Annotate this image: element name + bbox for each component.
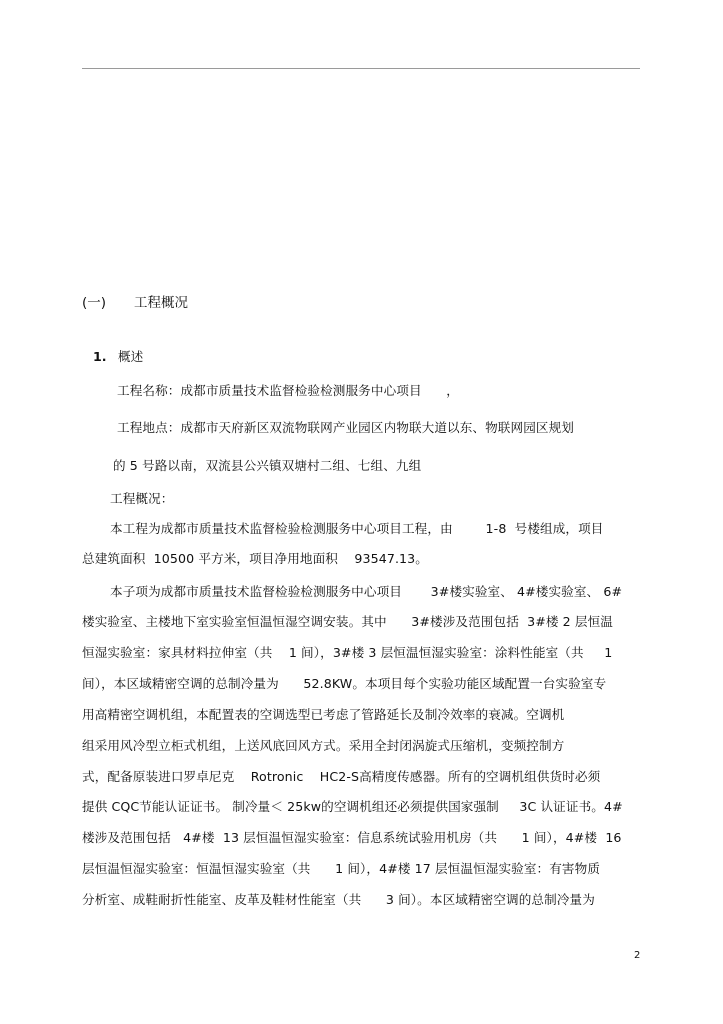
subsection-heading: [93, 346, 143, 365]
subsection-title: 概述: [118, 349, 144, 364]
section-heading: [82, 291, 188, 311]
paragraph-line: 间），本区域精密空调的总制冷量为 52.8KW。本项目每个实验功能区域配置一台实验室专: [82, 676, 607, 691]
paragraph-line: 恒湿实验室：家具材料拉伸室（共 1 间），3#楼 3 层恒温恒湿实验室：涂料性能室（共 1: [82, 645, 613, 660]
paragraph-line: 本子项为成都市质量技术监督检验检测服务中心项目 3#楼实验室、 4#楼实验室、 6#: [110, 584, 623, 599]
paragraph-line: 组采用风冷型立柜式机组，上送风底回风方式。采用全封闭涡旋式压缩机，变频控制方: [82, 738, 565, 753]
project-overview-label: 工程概况：: [110, 491, 174, 506]
paragraph-line: 总建筑面积 10500 平方米，项目净用地面积 93547.13。: [82, 551, 428, 566]
paragraph-line: 本工程为成都市质量技术监督检验检测服务中心项目工程，由 1-8 号楼组成，项目: [110, 521, 604, 536]
paragraph-line: 楼实验室、主楼地下室实验室恒温恒湿空调安装。其中 3#楼涉及范围包括 3#楼 2 层恒温: [82, 614, 613, 629]
project-name-line: 工程名称：成都市质量技术监督检验检测服务中心项目 ，: [117, 383, 459, 398]
paragraph-line: 分析室、成鞋耐折性能室、皮革及鞋材性能室（共 3 间）。本区域精密空调的总制冷量为: [82, 892, 595, 907]
project-location-line: 工程地点：成都市天府新区双流物联网产业园区内物联大道以东、物联网园区规划: [117, 420, 574, 435]
project-location-line-continued: 的 5 号路以南，双流县公兴镇双塘村二组、七组、九组: [113, 458, 422, 473]
paragraph-line: 楼涉及范围包括 4#楼 13 层恒温恒湿实验室：信息系统试验用机房（共 1 间），4#楼 16: [82, 830, 622, 845]
page-number: 2: [634, 950, 641, 961]
paragraph-line: 用高精密空调机组，本配置表的空调选型已考虑了管路延长及制冷效率的衰减。空调机: [82, 707, 565, 722]
paragraph-line: 式，配备原装进口罗卓尼克 Rotronic HC2-S高精度传感器。所有的空调机组供货时必须: [82, 769, 601, 784]
header-rule: [82, 68, 640, 69]
paragraph-line: 提供 CQC节能认证证书。 制冷量＜ 25kw的空调机组还必须提供国家强制 3C 认证证书。4#: [82, 799, 623, 814]
subsection-number: 1.: [93, 349, 107, 364]
paragraph-line: 层恒温恒湿实验室：恒温恒湿实验室（共 1 间），4#楼 17 层恒温恒湿实验室：有害物质: [82, 861, 601, 876]
section-number: (一): [82, 295, 107, 311]
section-title: 工程概况: [134, 295, 188, 311]
